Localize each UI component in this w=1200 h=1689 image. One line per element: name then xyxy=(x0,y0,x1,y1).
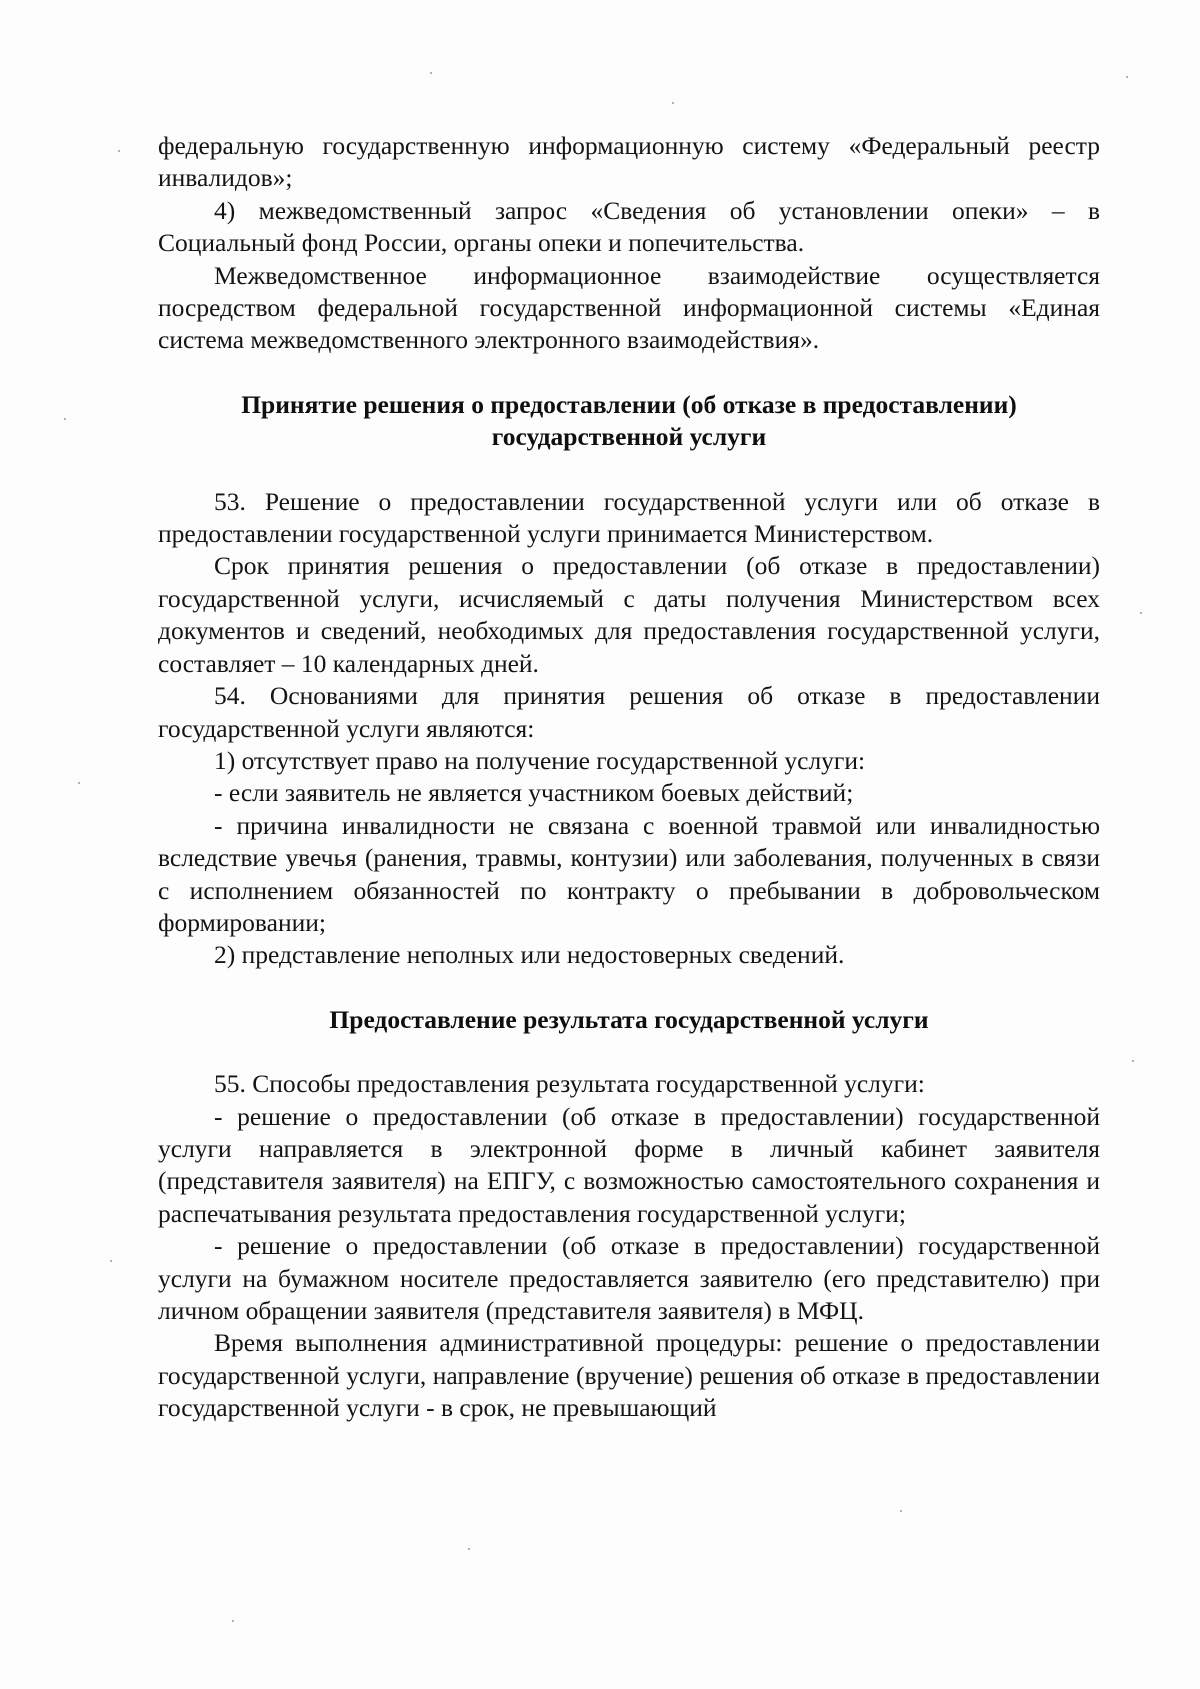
section-heading-decision: Принятие решения о предоставлении (об отказе в предоставлении) государственной услуги xyxy=(241,389,1017,452)
paragraph-frri-continuation: федеральную государственную информационную систему «Федеральный реестр инвалидов»; xyxy=(158,131,1100,193)
scan-speck xyxy=(232,1620,234,1622)
scan-speck xyxy=(118,150,120,152)
scan-speck xyxy=(78,782,80,784)
paragraph-item-4-guardianship-request: 4) межведомственный запрос «Сведения об установлении опеки» – в Социальный фонд России, органы опеки и попечительства. xyxy=(158,195,1100,258)
paragraph-interagency-interaction: Межведомственное информационное взаимодействие осуществляется посредством федеральной государственной информационной системы «Единая система межведомственного электронного взаимодействия». xyxy=(158,260,1100,355)
document-body xyxy=(158,130,1100,1425)
paragraph-procedure-time: Время выполнения административной процедуры: решение о предоставлении государственной услуги, направление (вручение) решения об отказе в предоставлении государственной услуги - в срок, не превышающий xyxy=(158,1328,1100,1423)
list-item-paper-result: - решение о предоставлении (об отказе в предоставлении) государственной услуги на бумажном носителе предоставляется заявителю (его представителю) при личном обращении заявителя (представителя заявителя) в МФЦ. xyxy=(158,1231,1100,1325)
section-heading-result: Предоставление результата государственной услуги xyxy=(329,1004,929,1034)
spacer xyxy=(158,454,1100,486)
scan-speck xyxy=(900,1510,902,1512)
scan-speck xyxy=(110,1260,112,1262)
spacer xyxy=(158,972,1100,1004)
list-item-no-right: 1) отсутствует право на получение государственной услуги: xyxy=(214,745,866,775)
list-item-not-combatant: - если заявитель не является участником боевых действий; xyxy=(214,778,854,808)
list-item-electronic-result: - решение о предоставлении (об отказе в предоставлении) государственной услуги направляется в электронной форме в личный кабинет заявителя (представителя заявителя) на ЕПГУ, с возможностью самостоятельного сохранения и распечатывания результата предоставления государственной услуги; xyxy=(158,1101,1100,1228)
scan-speck xyxy=(1132,1060,1134,1062)
scan-speck xyxy=(468,1548,470,1550)
paragraph-decision-deadline: Срок принятия решения о предоставлении (об отказе в предоставлении) государственной услуги, исчисляемый с даты получения Министерством всех документов и сведений, необходимых для предоставления государственной услуги, составляет – 10 календарных дней. xyxy=(158,551,1100,678)
scan-speck xyxy=(672,102,674,104)
paragraph-53-decision: 53. Решение о предоставлении государственной услуги или об отказе в предоставлении государственной услуги принимается Министерством. xyxy=(158,486,1100,549)
paragraph-54-refusal-grounds: 54. Основаниями для принятия решения об отказе в предоставлении государственной услуги являются: xyxy=(158,681,1100,743)
paragraph-55-result-methods: 55. Способы предоставления результата государственной услуги: xyxy=(214,1069,925,1099)
list-item-incomplete-info: 2) представление неполных или недостоверных сведений. xyxy=(214,940,845,970)
scan-speck xyxy=(1126,76,1128,78)
list-item-disability-cause: - причина инвалидности не связана с военной травмой или инвалидностью вследствие увечья (ранения, травмы, контузии) или заболевания, полученных в связи с исполнением обязанностей по контракту о пребывании в добровольческом формировании; xyxy=(158,810,1100,937)
scan-speck xyxy=(1140,612,1142,614)
scan-speck xyxy=(430,72,432,74)
spacer xyxy=(158,357,1100,389)
spacer xyxy=(158,1036,1100,1068)
scan-speck xyxy=(64,418,66,420)
